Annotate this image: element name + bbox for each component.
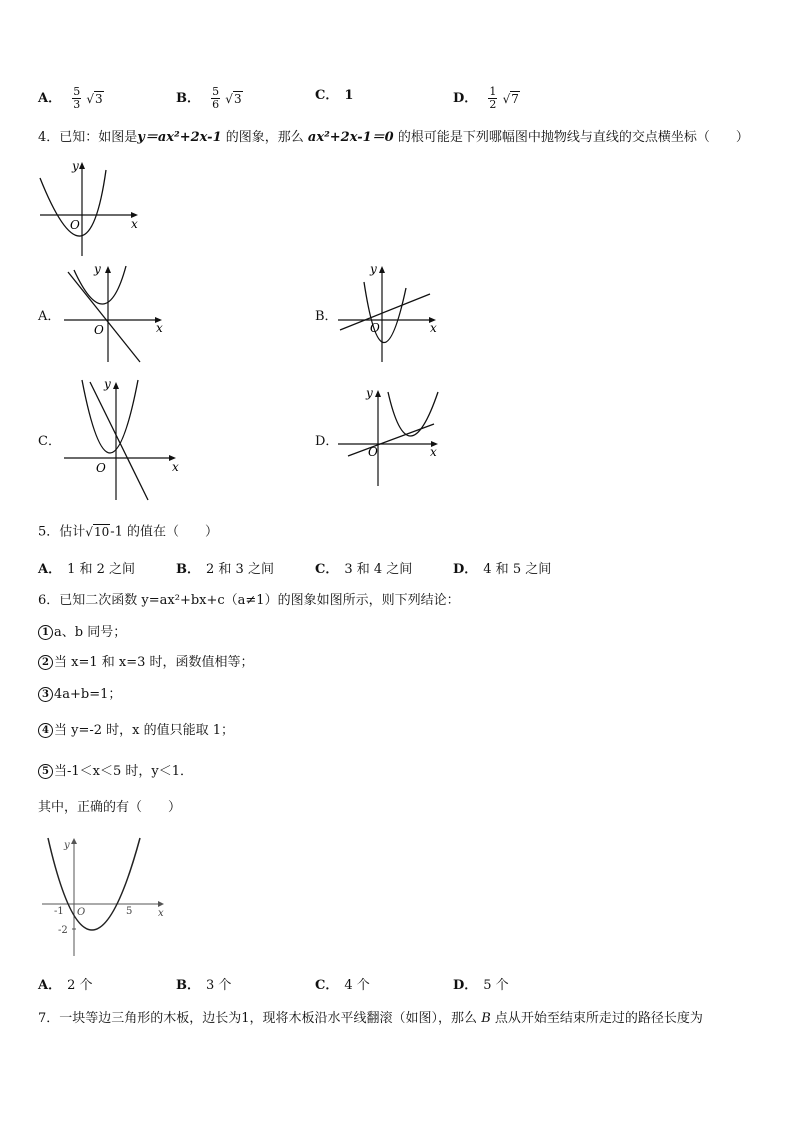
q6-statement-2: [38, 653, 254, 673]
x-intercept-neg1-label: -1: [54, 906, 64, 917]
y-axis-arrow: [71, 838, 77, 844]
option-label: B．: [176, 91, 200, 106]
equation-quadratic: ax²+2x-1＝0: [307, 130, 394, 145]
stem-text: 已知：如图是: [59, 130, 138, 145]
y-axis-label: y: [64, 840, 70, 851]
q6-statement-4: [38, 721, 234, 741]
option-label: D．: [453, 978, 478, 993]
x-axis-label: x: [172, 460, 179, 474]
q4-option-d-graph: [334, 384, 446, 488]
square-root: √3: [225, 91, 242, 106]
statement-text: 4a+b=1；: [54, 687, 122, 702]
denominator: 3: [73, 98, 81, 111]
origin-label: O: [77, 907, 86, 918]
parabola: [388, 392, 438, 436]
option-text: 2 个: [67, 978, 93, 993]
question-7-stem: [38, 1009, 703, 1029]
option-value: 1: [344, 88, 354, 103]
question-4-stem: [38, 128, 749, 148]
option-text: 4 个: [344, 978, 370, 993]
radicand: 3: [95, 91, 103, 106]
numerator: 1: [489, 85, 497, 98]
q5-option-a: [38, 560, 135, 580]
x-intercept-5-label: 5: [126, 906, 133, 917]
line: [348, 424, 434, 456]
stem-text: 估计: [59, 524, 86, 540]
q5-option-c: [315, 560, 412, 580]
q4-option-b-graph: [334, 260, 444, 364]
radicand: 3: [233, 91, 242, 106]
y-axis-arrow: [79, 162, 85, 169]
q6-option-d: [453, 976, 509, 996]
option-text: 3 个: [206, 978, 232, 993]
q6-statement-3: [38, 685, 121, 705]
q4-option-c-label: C．: [38, 434, 61, 449]
q4-option-d-label: D．: [315, 434, 339, 449]
option-label: B．: [176, 562, 200, 577]
q4-option-b-label: B．: [315, 309, 338, 324]
numerator: 5: [212, 85, 220, 98]
option-text: 2 和 3 之间: [206, 562, 274, 577]
q4-reference-graph: [36, 158, 146, 258]
option-text: 3 和 4 之间: [344, 562, 413, 577]
option-label: A．: [38, 562, 62, 577]
option-label: B．: [176, 978, 200, 993]
option-text: 5 个: [483, 978, 509, 993]
question-number: 7．: [38, 1011, 60, 1026]
circled-number: 2: [38, 655, 53, 670]
option-text: 1 和 2 之间: [67, 562, 136, 577]
option-label: C．: [315, 562, 339, 577]
q3-option-c: [315, 86, 353, 106]
y-axis-label: y: [94, 262, 101, 276]
option-label: C．: [315, 978, 339, 993]
x-axis-label: x: [158, 908, 164, 919]
line: [68, 272, 140, 362]
y-axis-arrow: [379, 266, 385, 273]
q6-option-b: [176, 976, 231, 996]
x-axis-label: x: [430, 321, 437, 335]
statement-text: 当-1＜x＜5 时，y＜1．: [54, 764, 194, 779]
option-label: A．: [38, 91, 62, 106]
question-number: 4．: [38, 130, 60, 145]
origin-label: O: [70, 218, 80, 232]
circled-number: 5: [38, 764, 53, 779]
radicand: 7: [511, 91, 519, 106]
y-axis-label: y: [366, 386, 373, 400]
x-axis-label: x: [156, 321, 163, 335]
q6-statement-1: [38, 623, 126, 643]
y-axis-label: y: [72, 159, 79, 173]
fraction: [72, 86, 81, 111]
square-root: √7: [502, 91, 519, 106]
denominator: 2: [489, 98, 497, 111]
y-axis-arrow: [113, 382, 119, 389]
numerator: 5: [73, 85, 81, 98]
statement-text: 当 x=1 和 x=3 时，函数值相等；: [54, 655, 254, 670]
denominator: 6: [212, 98, 220, 111]
option-label: A．: [38, 978, 62, 993]
q6-statement-5: [38, 762, 193, 782]
point-label: B: [481, 1011, 491, 1026]
statement-text: 当 y=-2 时，x 的值只能取 1；: [54, 723, 235, 738]
y-axis-arrow: [105, 266, 111, 273]
origin-label: O: [96, 461, 106, 475]
q3-option-a: [38, 86, 104, 111]
q6-option-c: [315, 976, 370, 996]
radicand: 10: [93, 525, 110, 539]
option-label: C．: [315, 88, 339, 103]
question-5-stem: [38, 522, 218, 543]
stem-text: 的根可能是下列哪幅图中抛物线与直线的交点横坐标（ ）: [393, 130, 749, 145]
circled-number: 1: [38, 625, 53, 640]
line: [340, 294, 430, 330]
q6-option-a: [38, 976, 93, 996]
option-label: D．: [453, 562, 478, 577]
fraction: [211, 86, 220, 111]
square-root: √10: [85, 525, 110, 539]
equation-function: y＝ax²+2x-1: [137, 130, 222, 145]
y-axis-label: y: [104, 377, 111, 391]
q6-question: 其中，正确的有（ ）: [38, 800, 182, 815]
circled-number: 3: [38, 687, 53, 702]
q5-option-d: [453, 560, 551, 580]
y-axis-label: y: [370, 262, 377, 276]
q4-option-a-graph: [60, 260, 170, 364]
q3-option-b: [176, 86, 243, 111]
stem-text: 的图象，那么: [221, 130, 308, 145]
origin-label: O: [368, 445, 378, 459]
fraction: [488, 86, 497, 111]
question-6-stem: [38, 591, 460, 611]
x-axis-arrow: [158, 901, 164, 907]
q6-graph: [40, 834, 170, 958]
stem-text: 已知二次函数 y=ax²+bx+c（a≠1）的图象如图所示，则下列结论：: [59, 593, 460, 608]
statement-text: a、b 同号；: [54, 625, 127, 640]
x-axis-label: x: [430, 445, 437, 459]
square-root: √3: [86, 91, 103, 106]
x-axis-label: x: [131, 217, 138, 231]
option-label: D．: [453, 91, 478, 106]
y-axis-arrow: [375, 390, 381, 397]
option-text: 4 和 5 之间: [483, 562, 552, 577]
circled-number: 4: [38, 723, 53, 738]
origin-label: O: [370, 321, 380, 335]
question-number: 6．: [38, 593, 60, 608]
q4-option-a-label: A．: [38, 309, 61, 324]
stem-text: 点从开始至结束所走过的路径长度为: [490, 1011, 703, 1026]
stem-text: -1 的值在（ ）: [110, 524, 219, 540]
y-value-neg2-label: -2: [58, 925, 68, 936]
stem-text: 一块等边三角形的木板，边长为1，现将木板沿水平线翻滚（如图），那么: [59, 1011, 482, 1026]
q3-option-d: [453, 86, 520, 111]
q5-option-b: [176, 560, 274, 580]
q4-option-c-graph: [60, 376, 184, 502]
question-number: 5．: [38, 524, 60, 540]
origin-label: O: [94, 323, 104, 337]
